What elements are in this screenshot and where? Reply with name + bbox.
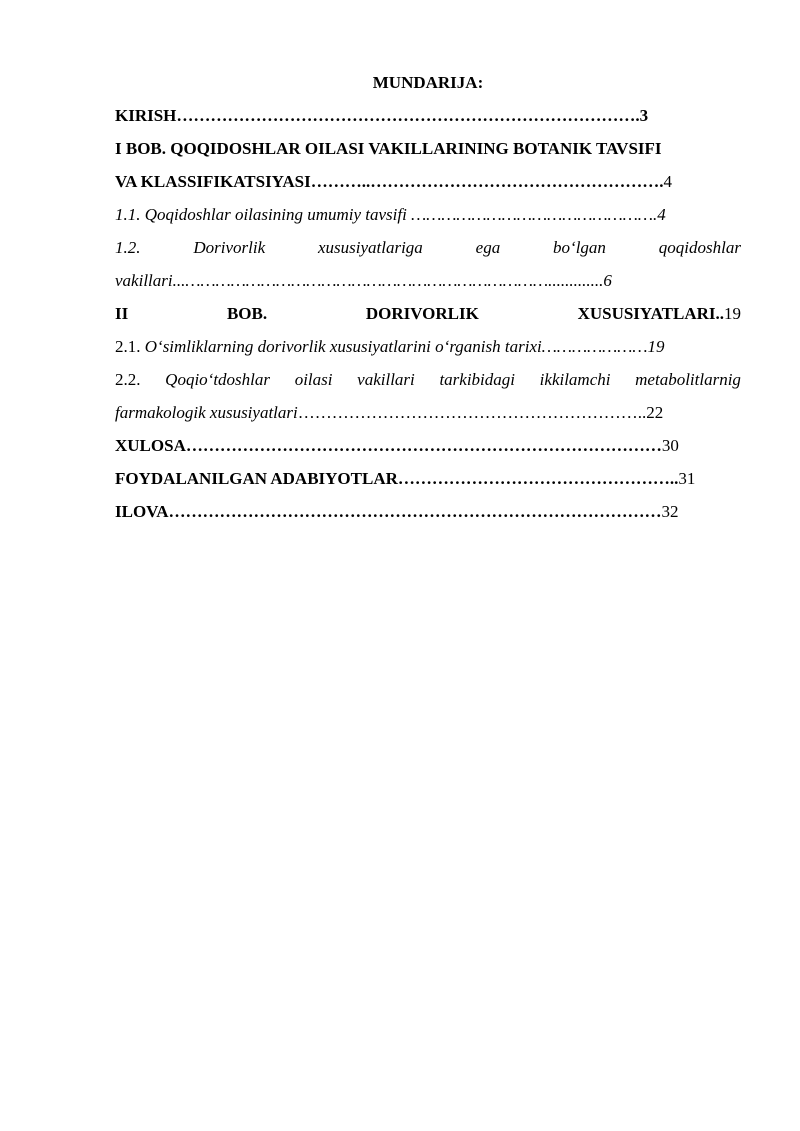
toc-entry-ilova: [115, 495, 741, 528]
toc-entry-bob1-line1: I BOB. QOQIDOSHLAR OILASI VAKILLARINING BOTANIK TAVSIFI: [115, 139, 662, 158]
toc-entry-1-2-line1: [115, 231, 741, 264]
toc-word: Qoqio‘tdoshlar: [165, 370, 271, 389]
toc-entry-foydalanilgan-text: FOYDALANILGAN ADABIYOTLAR…………………………………………..: [115, 469, 679, 488]
toc-entry-bob1-page: 4: [663, 172, 672, 191]
toc-entry-2-1-text: O‘simliklarning dorivorlik xususiyatlarini o‘rganish tarixi…………………19: [144, 337, 665, 356]
toc-word: bo‘lgan: [553, 238, 606, 257]
toc-entry-ilova-page: 32: [661, 502, 679, 521]
toc-entry-xulosa-text: XULOSA…………………………………………………………………………: [115, 436, 662, 455]
toc-word: qoqidoshlar: [658, 238, 741, 257]
toc-word: oilasi: [294, 370, 333, 389]
toc-entry-kirish: KIRISH……………………………………………………………………….3: [115, 106, 649, 125]
toc-entry-xulosa-page: 30: [661, 436, 679, 455]
toc-entry-foydalanilgan: [115, 462, 741, 495]
toc-word: XUSUSIYATLARI..: [577, 304, 724, 323]
toc-entry-bob1-line2: [115, 165, 741, 198]
toc-entry-bob2-page: 19: [724, 304, 741, 323]
toc-entry-foydalanilgan-page: 31: [678, 469, 696, 488]
toc-word: II: [115, 304, 129, 323]
toc-entry-2-2-line2: [115, 396, 741, 429]
toc-word: ega: [475, 238, 501, 257]
toc-word: BOB.: [226, 304, 268, 323]
toc-entry-1-1: 1.1. Qoqidoshlar oilasining umumiy tavsifi ………………………………………….4: [115, 205, 666, 224]
table-of-contents: [115, 66, 741, 528]
toc-word: tarkibidagi: [439, 370, 515, 389]
toc-word: xususiyatlariga: [317, 238, 423, 257]
toc-entry-2-1-number: 2.1.: [115, 337, 141, 356]
toc-entry-bob2: [115, 297, 741, 330]
toc-title: MUNDARIJA:: [372, 73, 484, 92]
toc-entry-2-1: [115, 330, 741, 363]
toc-entry-2-2-line1: [115, 363, 741, 396]
toc-word: Dorivorlik: [193, 238, 266, 257]
toc-entry-2-2-page: 22: [646, 403, 664, 422]
toc-word: vakillari: [357, 370, 415, 389]
toc-entry-2-2-dots: ……………………………………………………..: [297, 403, 647, 422]
toc-word: DORIVORLIK: [365, 304, 479, 323]
toc-word: 1.2.: [115, 238, 141, 257]
toc-entry-1-2-line2: vakillari...……………………………………………………………….............6: [115, 271, 612, 290]
toc-entry-2-2-number: 2.2.: [115, 370, 141, 389]
toc-bob2-tail: [578, 297, 741, 330]
toc-entry-ilova-text: ILOVA……………………………………………………………………………: [115, 502, 662, 521]
toc-word: ikkilamchi: [539, 370, 611, 389]
toc-entry-xulosa: [115, 429, 741, 462]
toc-word: metabolitlarnig: [635, 370, 741, 389]
toc-entry-2-2-text: farmakologik xususiyatlari: [115, 403, 298, 422]
toc-entry-bob1-text: VA KLASSIFIKATSIYASI………..…………………………………………….: [115, 172, 664, 191]
